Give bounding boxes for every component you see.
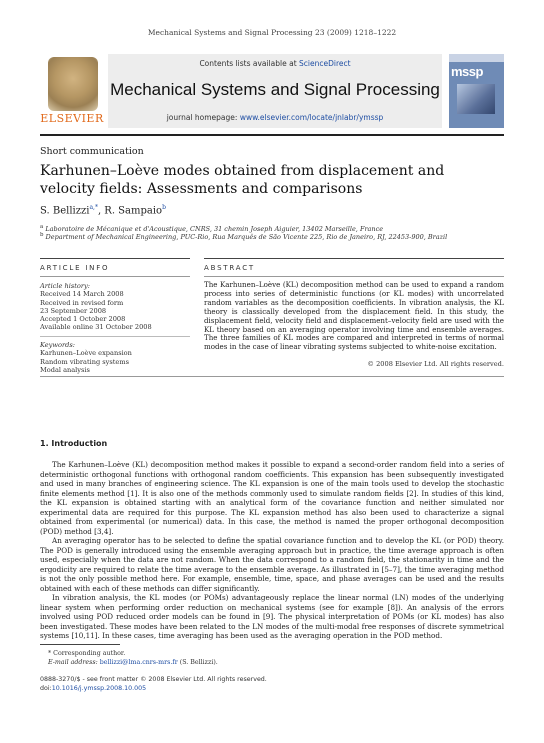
keyword-2: Random vibrating systems [40, 357, 129, 366]
abstract-rule-top [204, 258, 504, 259]
affiliation-b-text: Department of Mechanical Engineering, PUC-Rio, Rua Marquês de São Vicente 225, Rio de Janeiro, RJ, 22453-900, Brazil [45, 233, 448, 242]
history-label: Article history: [40, 282, 90, 290]
elsevier-wordmark: ELSEVIER [40, 112, 104, 125]
section-heading-introduction: 1. Introduction [40, 439, 108, 448]
intro-body [40, 460, 504, 641]
issn-line: 0888-3270/$ - see front matter © 2008 Elsevier Ltd. All rights reserved. [40, 676, 267, 683]
abstract-copyright: © 2008 Elsevier Ltd. All rights reserved. [367, 360, 504, 368]
doi-prefix: doi: [40, 685, 52, 692]
article-title: Karhunen–Loève modes obtained from displacement and velocity fields: Assessments and comparisons [40, 163, 445, 197]
article-info-heading: ARTICLE INFO [40, 264, 110, 272]
cover-art [457, 84, 495, 114]
keyword-3: Modal analysis [40, 365, 90, 374]
intro-paragraph-1: The Karhunen–Loève (KL) decomposition method makes it possible to expand a second-order random field into a series of deterministic orthogonal functions with orthogonal random coefficients. This expansion has been subsequently investigated and used in many branches of engineering science. The KL expansion is one of the main tools used to develop the stochastic finite elements method [1]. It is also one of the methods commonly used to simulate random fields [2]. In studies of this kind, the KL expansion is obtained starting with an analytical form of the covariance function and neither simulated nor experimental data are required for this purpose. The KL expansion method has also been used to characterize a signal obtained from experimental (or numerical) data. In this case, the method is named the proper orthogonal decomposition (POD) method [3,4]. [40, 460, 504, 536]
abstract-text: The Karhunen–Loève (KL) decomposition method can be used to expand a random process into series of deterministic functions (or KL modes) with uncorrelated random variables as the decomposition coefficients. In vibration analysis, the KL theory is classically developed from the displacement field. In this study, the displacement field, velocity field and displacement–velocity field are used with the KL theory based on an averaging operator involving time and ensemble averages. The three families of KL modes are compared and interpreted in terms of normal modes in the case of linear vibrating systems subjected to white-noise excitation. [204, 280, 504, 352]
article-history [40, 282, 190, 332]
keyword-1: Karhunen–Loève expansion [40, 349, 132, 358]
cover-strip [449, 54, 504, 62]
email-label: E-mail address: [48, 659, 100, 666]
author-2: R. Sampaio [104, 205, 163, 217]
header-rule [40, 134, 504, 136]
keywords [40, 341, 190, 374]
author-1: S. Bellizzi [40, 205, 90, 217]
author-1-sup[interactable]: a,* [89, 204, 98, 211]
info-rule-mid [40, 276, 190, 277]
affiliation-a: $^a$ Laboratoire de Mécanique et d'Acoustique, CNRS, 31 chemin Joseph Aiguier, 13402 Marseille, France [40, 224, 384, 234]
elsevier-tree-logo [48, 57, 98, 111]
footnote-rule [40, 644, 120, 645]
history-4: Accepted 1 October 2008 [40, 315, 126, 324]
history-5: Available online 31 October 2008 [40, 323, 152, 332]
homepage-line [108, 113, 442, 122]
corresponding-author: * Corresponding author. [48, 650, 126, 657]
intro-paragraph-2: An averaging operator has to be selected to define the spatial covariance function and to develop the KL (or POD) theory. The POD is generally introduced using the ensemble averaging approach but in practice, the time average approach is often used, especially when the data are not random. When the data correspond to a random field, the stationarity in time and the ergodicity are required to relate the time average to the ensemble average. As illustrated in [5–7], the time averaging method is not the only possible method here. For example, ensemble, time, space, and phase averages can be used and the results obtained with each of these methods can differ significantly. [40, 536, 504, 593]
intro-paragraph-3: In vibration analysis, the KL modes (or POMs) advantageously replace the linear normal (LN) modes of the underlying linear system when performing order reduction on mechanical systems (see for example [8]). An analysis of the errors involved using POD reduced order models can be found in [9]. The physical interpretation of POMs (or KL modes) has also been investigated. These modes have been related to the LN modes of the multi-modal free responses of discrete symmetrical systems [10,11]. In these cases, time averaging has been used as the averaging operation in the POD method. [40, 593, 504, 640]
email-link[interactable]: bellizzi@lma.cnrs-mrs.fr [99, 659, 178, 666]
affiliation-b: $^b$ Department of Mechanical Engineering, PUC-Rio, Rua Marquês de São Vicente 225, Rio de Janeiro, RJ, 22453-900, Brazil [40, 232, 448, 242]
author-sep: , [97, 205, 105, 217]
affiliation-a-text: Laboratoire de Mécanique et d'Acoustique, CNRS, 31 chemin Joseph Aiguier, 13402 Marseille, France [45, 225, 384, 234]
section-type: Short communication [40, 146, 144, 157]
info-rule-sep [40, 336, 190, 337]
keywords-label: Keywords: [40, 341, 75, 349]
sciencedirect-link[interactable]: ScienceDirect [299, 59, 351, 68]
author-2-sup[interactable]: b [162, 204, 166, 211]
cover-mssp-text: mssp [451, 64, 483, 79]
info-rule-top [40, 258, 190, 259]
doi-link[interactable]: 10.1016/j.ymssp.2008.10.005 [51, 685, 147, 692]
homepage-prefix: journal homepage: [166, 113, 240, 122]
author-line [40, 204, 166, 216]
running-head: Mechanical Systems and Signal Processing 23 (2009) 1218–1222 [147, 28, 397, 37]
abstract-heading: ABSTRACT [204, 264, 255, 272]
history-2: Received in revised form [40, 298, 124, 307]
history-3: 23 September 2008 [40, 306, 107, 315]
abstract-rule-bottom [40, 376, 504, 377]
journal-title: Mechanical Systems and Signal Processing [110, 80, 440, 99]
doi-line [40, 685, 146, 692]
history-1: Received 14 March 2008 [40, 290, 124, 299]
homepage-link[interactable]: www.elsevier.com/locate/jnlabr/ymssp [239, 113, 384, 122]
email-line [48, 659, 218, 666]
abstract-rule-mid [204, 276, 504, 277]
email-suffix: (S. Bellizzi). [177, 659, 218, 666]
contents-line [108, 59, 442, 68]
contents-prefix: Contents lists available at [199, 59, 300, 68]
